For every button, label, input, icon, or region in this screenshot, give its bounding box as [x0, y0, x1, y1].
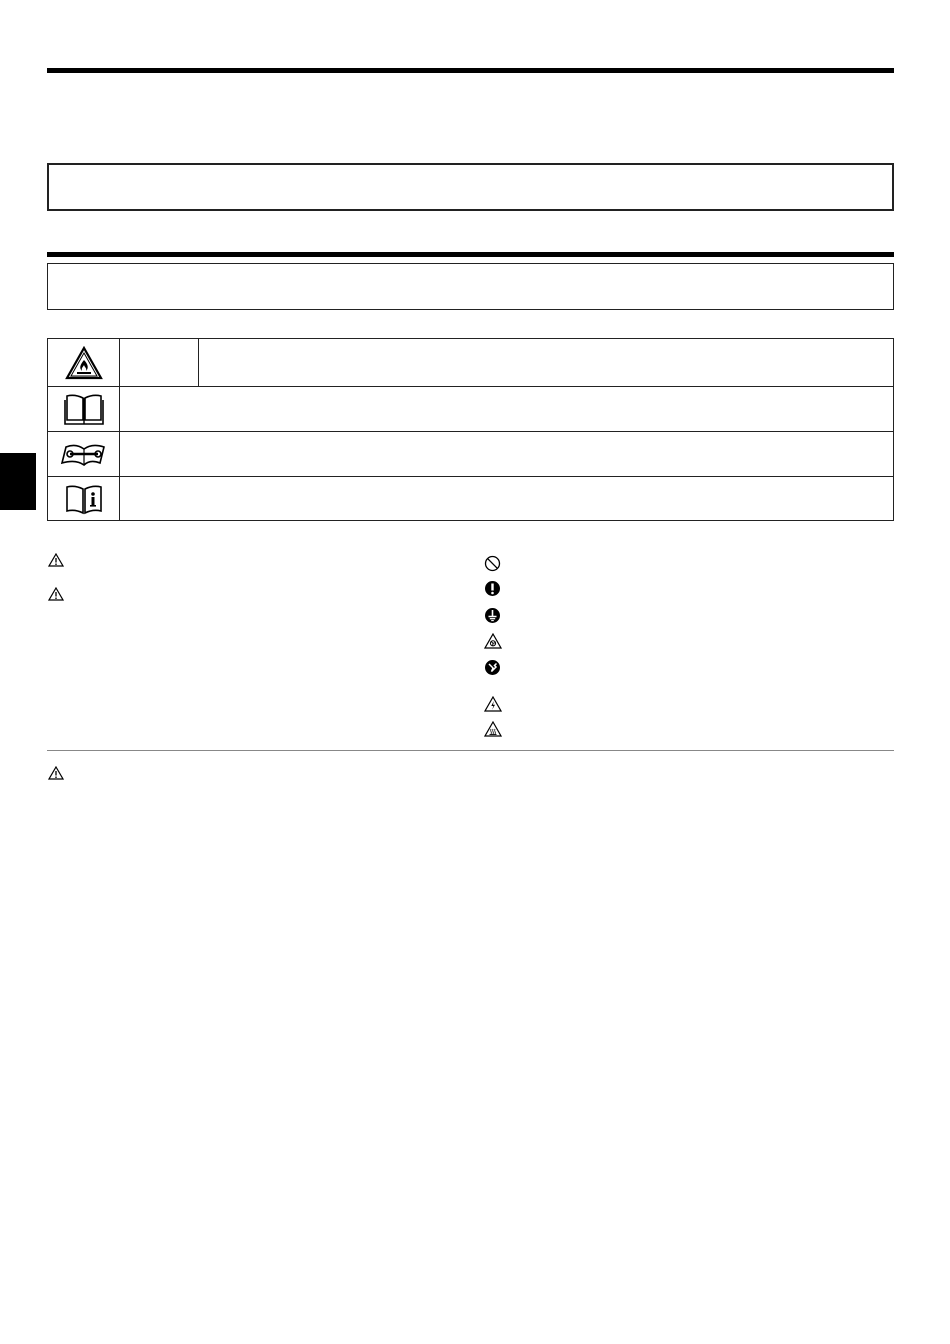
do-not-disassemble-icon [484, 659, 502, 677]
caution-triangle-icon [48, 766, 66, 784]
service-manual-cell [48, 432, 120, 477]
manual-book-cell [48, 387, 120, 432]
manual-book-icon [48, 392, 119, 426]
top-rule [47, 68, 894, 73]
symbols-table [47, 338, 894, 521]
caution-triangle-icon [48, 553, 66, 571]
note-box [47, 163, 894, 211]
section-box [47, 263, 894, 310]
table-row [48, 387, 894, 432]
symbol-description [199, 339, 894, 387]
symbol-description [120, 432, 894, 477]
mandatory-instruction-icon [484, 580, 502, 598]
section-rule [47, 252, 894, 257]
service-manual-icon [48, 439, 119, 469]
language-side-tab [0, 453, 36, 510]
symbol-label [120, 339, 199, 387]
symbol-description [120, 477, 894, 521]
flammable-warning-cell [48, 339, 120, 387]
prohibited-icon [484, 555, 502, 573]
symbol-description [120, 387, 894, 432]
ground-earth-icon [484, 607, 502, 625]
hot-surface-warning-icon [484, 721, 502, 739]
rotating-fan-warning-icon [484, 633, 502, 651]
flammable-warning-icon [48, 346, 119, 380]
electric-shock-warning-icon [484, 696, 502, 714]
caution-triangle-icon [48, 587, 66, 605]
information-book-cell [48, 477, 120, 521]
page-title [47, 80, 894, 140]
section-divider [47, 750, 894, 751]
table-row [48, 477, 894, 521]
table-row [48, 432, 894, 477]
table-row [48, 339, 894, 387]
information-book-icon [48, 483, 119, 515]
